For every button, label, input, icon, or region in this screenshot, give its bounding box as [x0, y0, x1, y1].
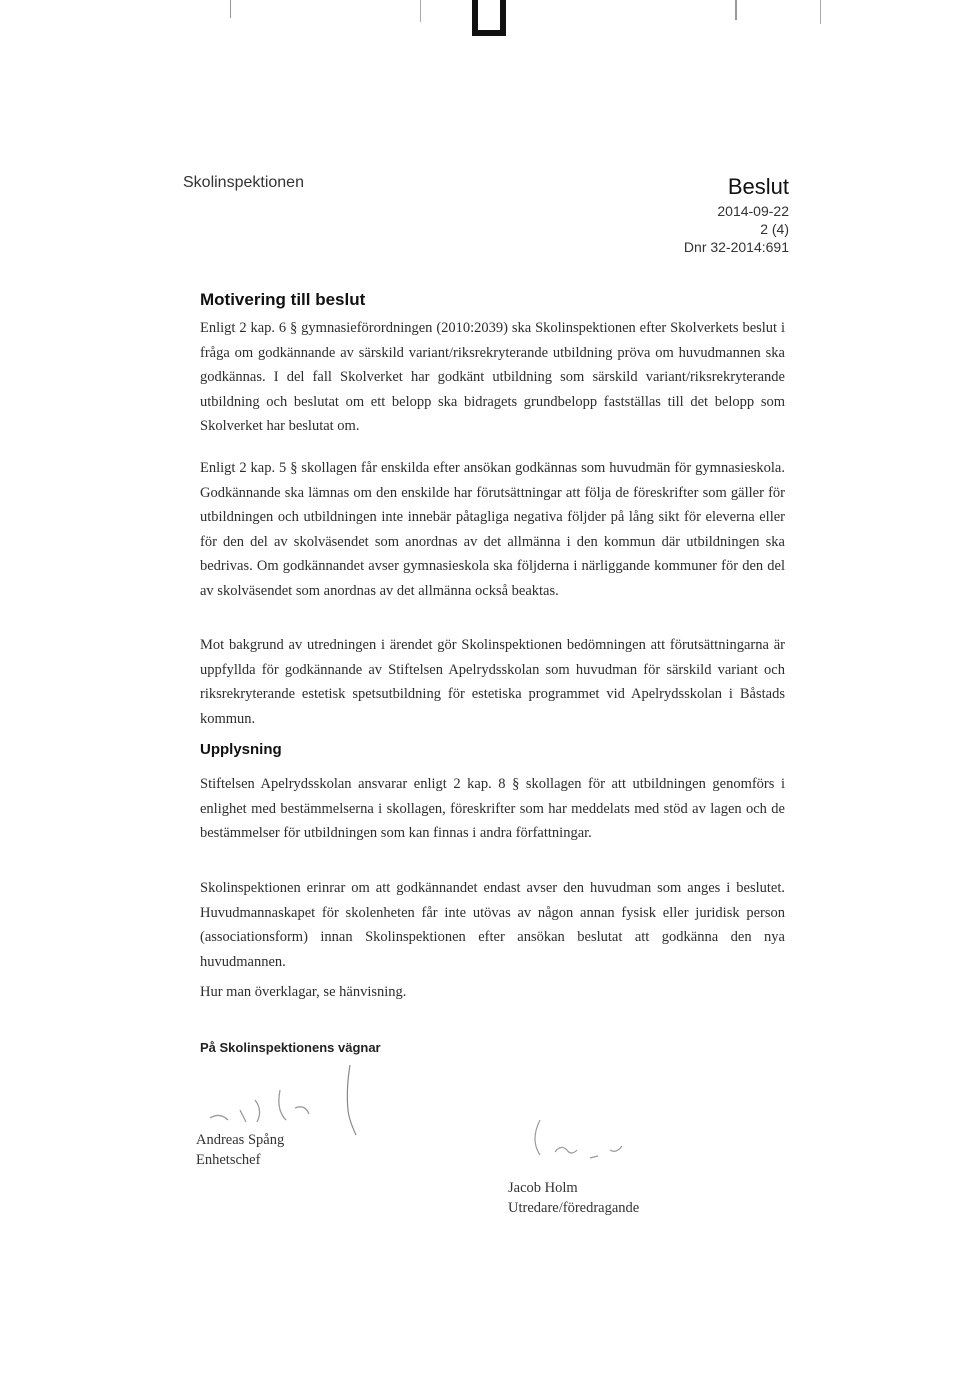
document-date: 2014-09-22	[717, 203, 789, 219]
motivation-heading: Motivering till beslut	[200, 290, 366, 309]
reference-number: Dnr 32-2014:691	[683, 239, 789, 255]
signature-scribble-left	[200, 1060, 380, 1140]
signatory-left-name: Andreas Spång	[196, 1132, 285, 1148]
signature-scribble-right	[520, 1110, 640, 1170]
signatory-left-title: Enhetschef	[196, 1152, 261, 1168]
document-type: Beslut	[727, 174, 789, 199]
signatory-right	[508, 1178, 639, 1218]
signatory-right-name: Jacob Holm	[508, 1180, 578, 1196]
signatory-left	[196, 1130, 284, 1170]
info-heading: Upplysning	[200, 741, 282, 758]
signatory-right-title: Utredare/föredragande	[508, 1200, 640, 1216]
paragraph-appeal: Hur man överklagar, se hänvisning.	[200, 984, 407, 1000]
paragraph-legal-basis: Enligt 2 kap. 6 § gymnasieförordningen (2010:2039) ska Skolinspektionen efter Skolverkets beslut i fråga om godkännande av särskild variant/riksrekryterande utbildning pröva om huvudmannen ska godkännas. I del fall Skolverket har godkänt utbildning som särskild variant/riksrekryterande utbildning och beslutat om ett belopp ska bidragets grundbelopp fastställas till det belopp som Skolverket har beslutat om.	[200, 320, 785, 434]
scan-edge-artifact	[0, 0, 960, 40]
paragraph-responsibility: Stiftelsen Apelrydsskolan ansvarar enligt 2 kap. 8 § skollagen för att utbildningen genomförs i enlighet med bestämmelserna i skollagen, föreskrifter som har meddelats med stöd av lagen och de bestämmelser för utbildningen som kan finnas i andra författningar.	[200, 776, 785, 841]
paragraph-reminder: Skolinspektionen erinrar om att godkännandet endast avser den huvudman som anges i beslutet. Huvudmannaskapet för skolenheten får inte utövas av någon annan fysisk eller juridisk person (associationsform) innan Skolinspektionen efter ansökan beslutat att godkänna den nya huvudmannen.	[200, 880, 785, 970]
page-number: 2 (4)	[760, 221, 789, 237]
organization-name: Skolinspektionen	[183, 174, 304, 191]
signature-heading: På Skolinspektionens vägnar	[200, 1040, 381, 1055]
paragraph-approval-criteria: Enligt 2 kap. 5 § skollagen får enskilda efter ansökan godkännas som huvudmän för gymnasieskola. Godkännande ska lämnas om den enskilde har förutsättningar att följa de föreskrifter som gäller för utbildningen och utbildningen inte innebär påtagliga negativa följder på lång sikt för eleverna eller för den del av skolväsendet som anordnas av det allmänna i den kommun där utbildningen ska bedrivas. Om godkännandet avser gymnasieskola ska följderna i närliggande kommuner för den del av skolväsendet som anordnas av det allmänna också beaktas.	[200, 460, 785, 599]
document-meta	[684, 172, 789, 256]
paragraph-assessment: Mot bakgrund av utredningen i ärendet gör Skolinspektionen bedömningen att förutsättningarna är uppfyllda för godkännande av Stiftelsen Apelrydsskolan som huvudman för särskild variant och riksrekryterande estetisk spetsutbildning för estetiska programmet vid Apelrydsskolan i Båstads kommun.	[200, 637, 785, 727]
